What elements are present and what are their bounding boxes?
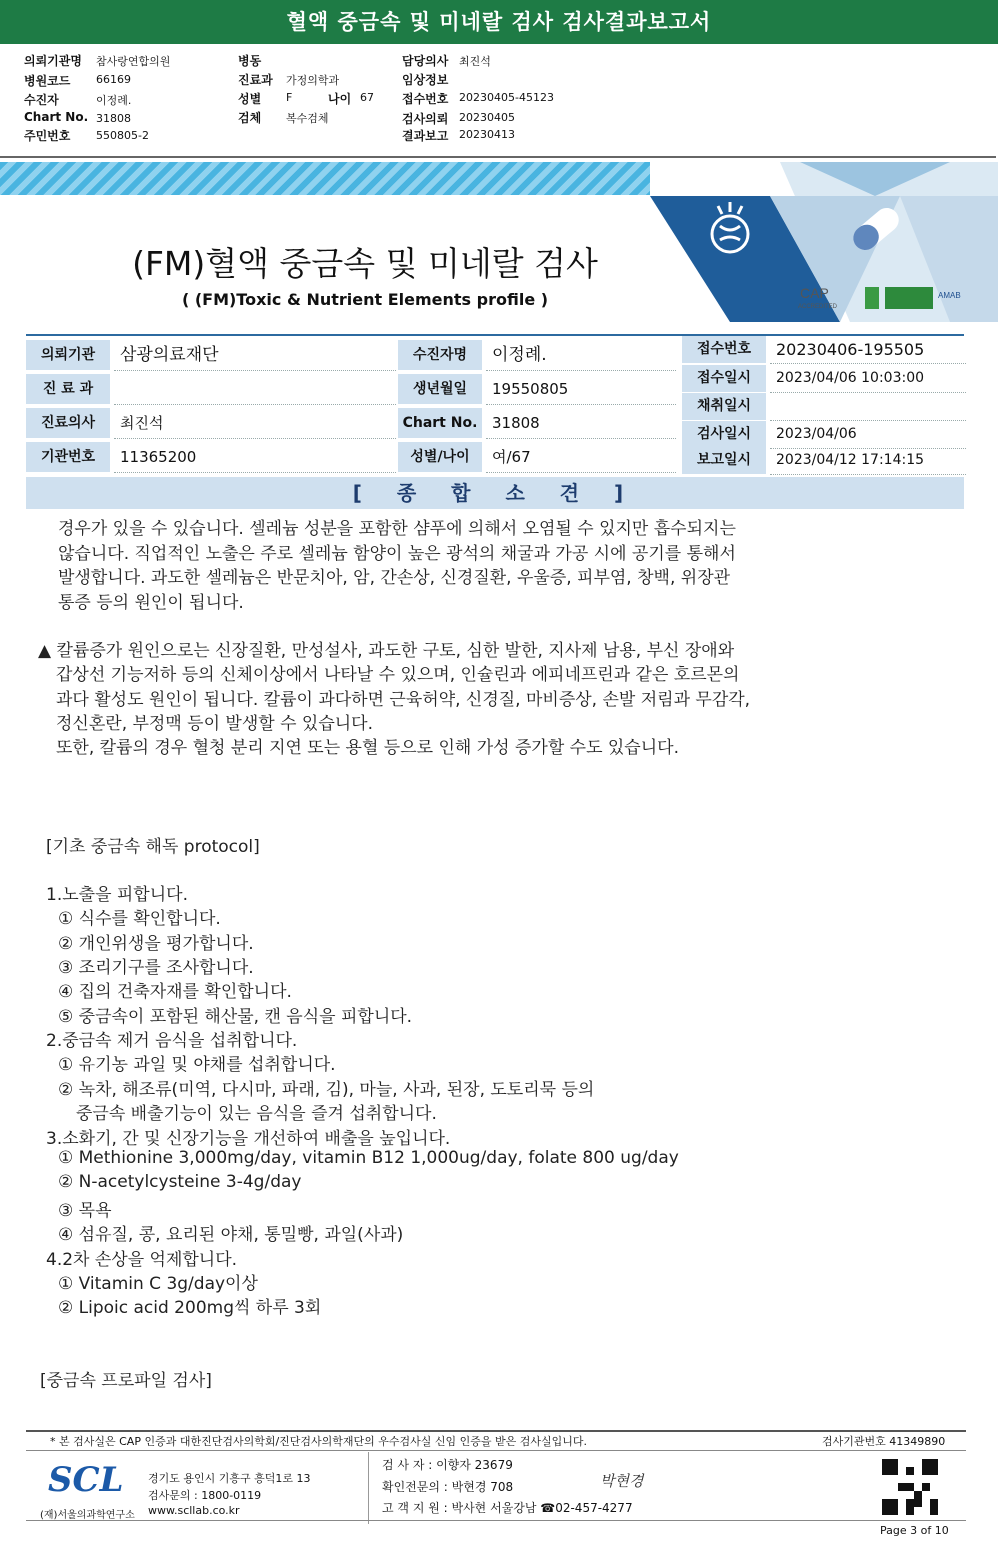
summary-heading: [ 종 합 소 견 ] bbox=[26, 477, 964, 509]
lab-id: 검사기관번호 41349890 bbox=[822, 1435, 946, 1448]
banner-stripes bbox=[0, 162, 660, 195]
protocol-item: 2.중금속 제거 음식을 섭취합니다. bbox=[46, 1031, 298, 1051]
body-line: 갑상선 기능저하 등의 신체이상에서 나타날 수 있으며, 인슐린과 에피네프린과 같은 호르몬의 bbox=[56, 665, 740, 685]
section-heading: [중금속 프로파일 검사] bbox=[40, 1371, 212, 1391]
header-value: 20230405 bbox=[459, 111, 515, 124]
banner-artwork bbox=[650, 162, 998, 322]
lab-inquiry: 검사문의 : 1800-0119 bbox=[148, 1489, 262, 1502]
lab-address: 경기도 용인시 기흥구 흥덕1로 13 bbox=[148, 1472, 311, 1485]
header-value: 66169 bbox=[96, 73, 131, 86]
report-header bbox=[0, 44, 996, 158]
header-value: 20230405-45123 bbox=[459, 91, 554, 104]
protocol-subitem: 중금속 배출기능이 있는 음식을 즐겨 섭취합니다. bbox=[76, 1104, 437, 1124]
info-value: 삼광의료재단 bbox=[114, 340, 396, 371]
header-label: 검체 bbox=[238, 111, 262, 125]
page-number: Page 3 of 10 bbox=[880, 1524, 949, 1537]
body-line: 정신혼란, 부정맥 등이 발생할 수 있습니다. bbox=[56, 714, 374, 734]
report-title-bar bbox=[0, 0, 998, 44]
info-value: 2023/04/06 bbox=[770, 421, 966, 449]
info-label: Chart No. bbox=[398, 408, 482, 438]
confirming-specialist: 확인전문의 : 박현경 708 bbox=[382, 1480, 514, 1494]
header-value: 550805-2 bbox=[96, 129, 149, 142]
header-label: 임상정보 bbox=[402, 73, 449, 87]
protocol-subitem: ① Methionine 3,000mg/day, vitamin B12 1,000ug/day, folate 800 ug/day bbox=[58, 1148, 679, 1168]
info-label: 기관번호 bbox=[26, 442, 110, 472]
info-label: 보고일시 bbox=[682, 447, 766, 474]
info-value: 최진석 bbox=[114, 408, 396, 439]
report-title: 혈액 중금속 및 미네랄 검사 검사결과보고서 bbox=[286, 10, 712, 34]
header-label: 병원코드 bbox=[24, 74, 71, 88]
lab-name: (재)서울의과학연구소 bbox=[40, 1510, 135, 1521]
header-label: 수진자 bbox=[24, 93, 59, 107]
protocol-heading: [기초 중금속 해독 protocol] bbox=[46, 837, 260, 857]
header-label: 담당의사 bbox=[402, 54, 449, 68]
protocol-item: 4.2차 손상을 억제합니다. bbox=[46, 1250, 238, 1270]
footer-vdivider bbox=[368, 1452, 369, 1524]
header-label: 검사의뢰 bbox=[402, 112, 449, 126]
info-value bbox=[770, 393, 966, 421]
protocol-subitem: ① 유기농 과일 및 야채를 섭취합니다. bbox=[58, 1055, 336, 1075]
header-label: 결과보고 bbox=[402, 129, 449, 143]
header-label: 진료과 bbox=[238, 73, 273, 87]
header-label: 성별 bbox=[238, 92, 262, 106]
footer-rule bbox=[26, 1450, 966, 1451]
header-value: 최진석 bbox=[459, 55, 491, 68]
body-line: 통증 등의 원인이 됩니다. bbox=[58, 593, 244, 613]
lab-website: www.scllab.co.kr bbox=[148, 1504, 240, 1517]
info-value: 2023/04/06 10:03:00 bbox=[770, 365, 966, 393]
info-label: 진 료 과 bbox=[26, 374, 110, 404]
amab-logo: AMAB bbox=[938, 291, 961, 300]
patient-info-table bbox=[26, 334, 966, 474]
info-value: 31808 bbox=[486, 408, 676, 439]
header-value: 31808 bbox=[96, 112, 131, 125]
protocol-subitem: ② N-acetylcysteine 3-4g/day bbox=[58, 1172, 302, 1192]
info-label: 수진자명 bbox=[398, 340, 482, 370]
body-line: 않습니다. 직업적인 노출은 주로 셀레늄 함양이 높은 광석의 채굴과 가공 시에 공기를 통해서 bbox=[58, 544, 736, 564]
info-value: 이정례. bbox=[486, 340, 676, 371]
page-subtitle: ( (FM)Toxic & Nutrient Elements profile ) bbox=[181, 290, 549, 309]
header-value: 참사랑연합의원 bbox=[96, 55, 171, 68]
header-label: 나이 bbox=[328, 92, 352, 106]
info-value: 20230406-195505 bbox=[770, 336, 966, 364]
body-line: ▲ 칼륨증가 원인으로는 신장질환, 만성설사, 과도한 구토, 심한 발한, 지사제 남용, 부신 장애와 bbox=[38, 641, 735, 661]
header-label: 접수번호 bbox=[402, 92, 449, 106]
cap-logo: CAP bbox=[800, 285, 829, 301]
info-value: 19550805 bbox=[486, 374, 676, 405]
header-value: F bbox=[286, 91, 293, 104]
info-label: 접수번호 bbox=[682, 336, 766, 363]
body-line: 경우가 있을 수 있습니다. 셀레늄 성분을 포함한 샴푸에 의해서 오염될 수 있지만 흡수되지는 bbox=[58, 519, 736, 539]
body-line: 발생합니다. 과도한 셀레늄은 반문치아, 암, 간손상, 신경질환, 우울증, 피부염, 창백, 위장관 bbox=[58, 568, 731, 588]
cert-note: * 본 검사실은 CAP 인증과 대한진단검사의학회/진단검사의학재단의 우수검사실 신임 인증을 받은 검사실입니다. bbox=[50, 1435, 588, 1448]
header-value: 20230413 bbox=[459, 128, 515, 141]
page-title: (FM)혈액 중금속 및 미네랄 검사 bbox=[132, 244, 598, 283]
protocol-item: 3.소화기, 간 및 신장기능을 개선하여 배출을 높입니다. bbox=[46, 1129, 451, 1149]
protocol-subitem: ④ 섬유질, 콩, 요리된 야채, 통밀빵, 과일(사과) bbox=[58, 1225, 404, 1245]
info-value: 여/67 bbox=[486, 442, 676, 473]
header-label: Chart No. bbox=[24, 110, 89, 124]
info-label: 채취일시 bbox=[682, 393, 766, 420]
info-label: 진료의사 bbox=[26, 408, 110, 438]
header-label: 의뢰기관명 bbox=[24, 54, 82, 68]
protocol-subitem: ⑤ 중금속이 포함된 해산물, 캔 음식을 피합니다. bbox=[58, 1007, 413, 1027]
customer-support: 고 객 지 원 : 박사현 서울강남 ☎02-457-4277 bbox=[382, 1501, 633, 1515]
info-label: 생년월일 bbox=[398, 374, 482, 404]
protocol-subitem: ② 개인위생을 평가합니다. bbox=[58, 934, 254, 954]
qr-code-icon bbox=[882, 1459, 938, 1515]
info-value: 11365200 bbox=[114, 442, 396, 473]
protocol-subitem: ③ 조리기구를 조사합니다. bbox=[58, 958, 254, 978]
protocol-subitem: ① 식수를 확인합니다. bbox=[58, 909, 221, 929]
body-line: 또한, 칼륨의 경우 혈청 분리 지연 또는 용혈 등으로 인해 가성 증가할 수도 있습니다. bbox=[56, 738, 679, 758]
examiner: 검 사 자 : 이향자 23679 bbox=[382, 1458, 513, 1472]
signature: 박현경 bbox=[600, 1472, 644, 1490]
header-label: 병동 bbox=[238, 54, 262, 68]
header-value: 복수검체 bbox=[286, 112, 329, 125]
protocol-subitem: ① Vitamin C 3g/day이상 bbox=[58, 1274, 258, 1294]
protocol-item: 1.노출을 피합니다. bbox=[46, 885, 188, 905]
footer-divider bbox=[26, 1430, 966, 1432]
cap-accredited-text: ACCREDITED bbox=[798, 304, 838, 310]
protocol-subitem: ④ 집의 건축자재를 확인합니다. bbox=[58, 982, 292, 1002]
info-label: 검사일시 bbox=[682, 421, 766, 448]
header-value: 가정의학과 bbox=[286, 74, 340, 87]
header-value: 이정례. bbox=[96, 94, 132, 107]
header-label: 주민번호 bbox=[24, 129, 71, 143]
info-value bbox=[114, 374, 396, 405]
scl-logo: SCL bbox=[48, 1460, 124, 1500]
info-label: 의뢰기관 bbox=[26, 340, 110, 370]
info-value: 2023/04/12 17:14:15 bbox=[770, 447, 966, 475]
header-value: 67 bbox=[360, 91, 374, 104]
info-label: 성별/나이 bbox=[398, 442, 482, 472]
footer-bottom-rule bbox=[26, 1520, 966, 1521]
body-line: 과다 활성도 원인이 됩니다. 칼륨이 과다하면 근육허약, 신경질, 마비증상, 손발 저림과 무감각, bbox=[56, 690, 751, 710]
protocol-subitem: ③ 목욕 bbox=[58, 1201, 112, 1221]
info-label: 접수일시 bbox=[682, 365, 766, 392]
protocol-subitem: ② 녹차, 해조류(미역, 다시마, 파래, 김), 마늘, 사과, 된장, 도토리묵 등의 bbox=[58, 1080, 595, 1100]
protocol-subitem: ② Lipoic acid 200mg씩 하루 3회 bbox=[58, 1298, 322, 1318]
